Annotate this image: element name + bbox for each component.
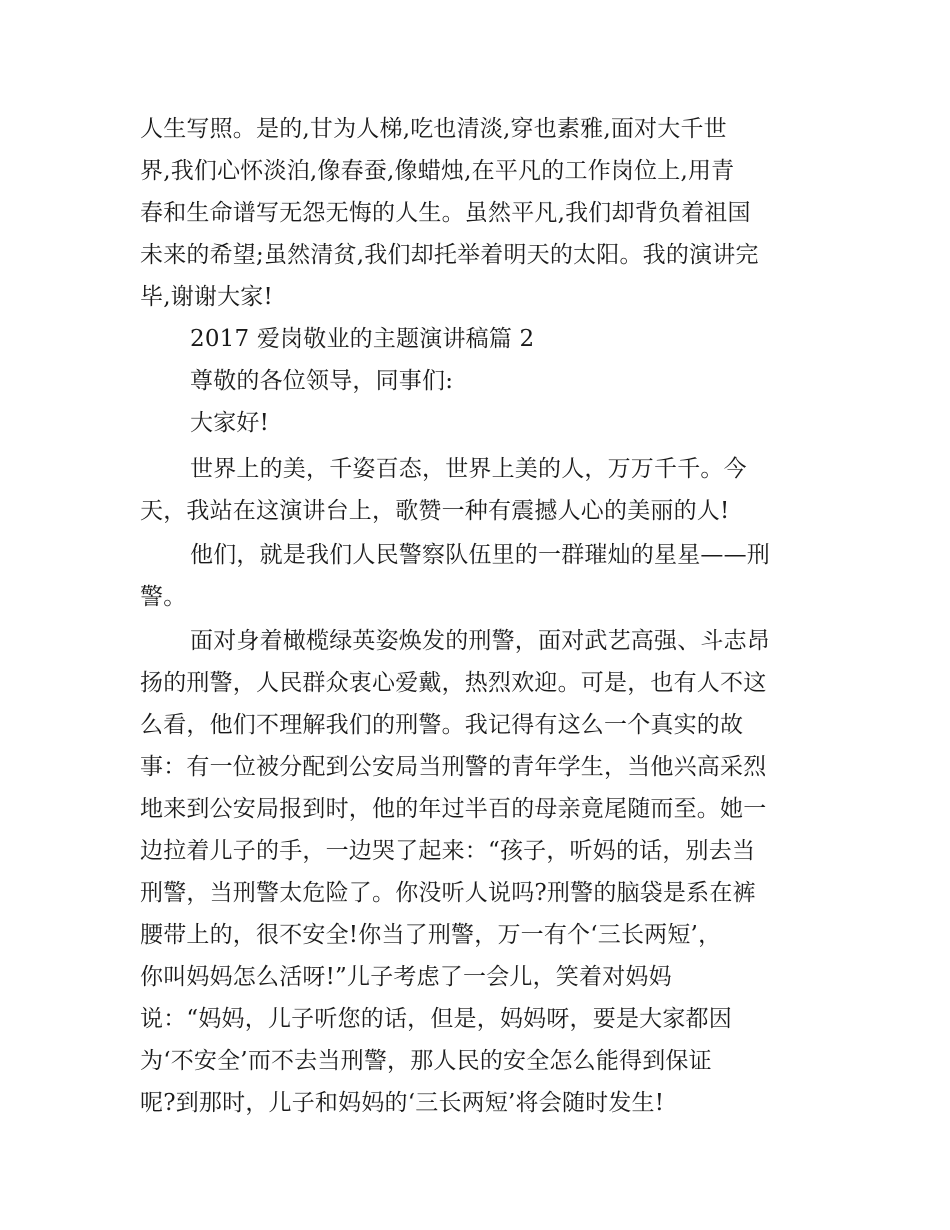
text-line: 边拉着儿子的手，一边哭了起来：“孩子，听妈的话，别去当 bbox=[140, 838, 756, 864]
section-heading: 2017 爱岗敬业的主题演讲稿篇 2 bbox=[190, 326, 535, 352]
text-line: 地来到公安局报到时，他的年过半百的母亲竟尾随而至。她一 bbox=[140, 796, 767, 822]
paragraph-start: 面对身着橄榄绿英姿焕发的刑警，面对武艺高强、斗志昂 bbox=[190, 628, 770, 654]
text-line: 说：“妈妈，儿子听您的话，但是，妈妈呀，要是大家都因 bbox=[140, 1006, 732, 1032]
paragraph-start: 他们，就是我们人民警察队伍里的一群璀灿的星星——刑 bbox=[190, 542, 770, 568]
text-line: 界,我们心怀淡泊,像春蚕,像蜡烛,在平凡的工作岗位上,用青 bbox=[140, 158, 735, 184]
text-line: 毕,谢谢大家! bbox=[140, 284, 273, 310]
text-line: 呢?到那时，儿子和妈妈的‘三长两短’将会随时发生! bbox=[140, 1090, 665, 1116]
salutation: 尊敬的各位领导，同事们: bbox=[190, 368, 454, 394]
text-line: 么看，他们不理解我们的刑警。我记得有这么一个真实的故 bbox=[140, 712, 744, 738]
text-line: 扬的刑警，人民群众衷心爱戴，热烈欢迎。可是，也有人不这 bbox=[140, 670, 767, 696]
text-line: 事：有一位被分配到公安局当刑警的青年学生，当他兴高采烈 bbox=[140, 754, 767, 780]
text-line: 你叫妈妈怎么活呀!”儿子考虑了一会儿，笑着对妈妈 bbox=[140, 964, 672, 990]
text-line: 为‘不安全’而不去当刑警，那人民的安全怎么能得到保证 bbox=[140, 1048, 712, 1074]
text-line: 未来的希望;虽然清贫,我们却托举着明天的太阳。我的演讲完 bbox=[140, 242, 759, 268]
text-line: 腰带上的，很不安全!你当了刑警，万一有个‘三长两短’， bbox=[140, 922, 722, 948]
text-line: 春和生命谱写无怨无悔的人生。虽然平凡,我们却背负着祖国 bbox=[140, 200, 751, 226]
text-line: 警。 bbox=[140, 584, 187, 610]
text-line: 天，我站在这演讲台上，歌赞一种有震撼人心的美丽的人! bbox=[140, 498, 730, 524]
text-line: 刑警，当刑警太危险了。你没听人说吗?刑警的脑袋是系在裤 bbox=[140, 880, 756, 906]
greeting: 大家好! bbox=[190, 410, 270, 436]
paragraph-start: 世界上的美，千姿百态，世界上美的人，万万千千。今 bbox=[190, 456, 747, 482]
text-line: 人生写照。是的,甘为人梯,吃也清淡,穿也素雅,面对大千世 bbox=[140, 116, 727, 142]
